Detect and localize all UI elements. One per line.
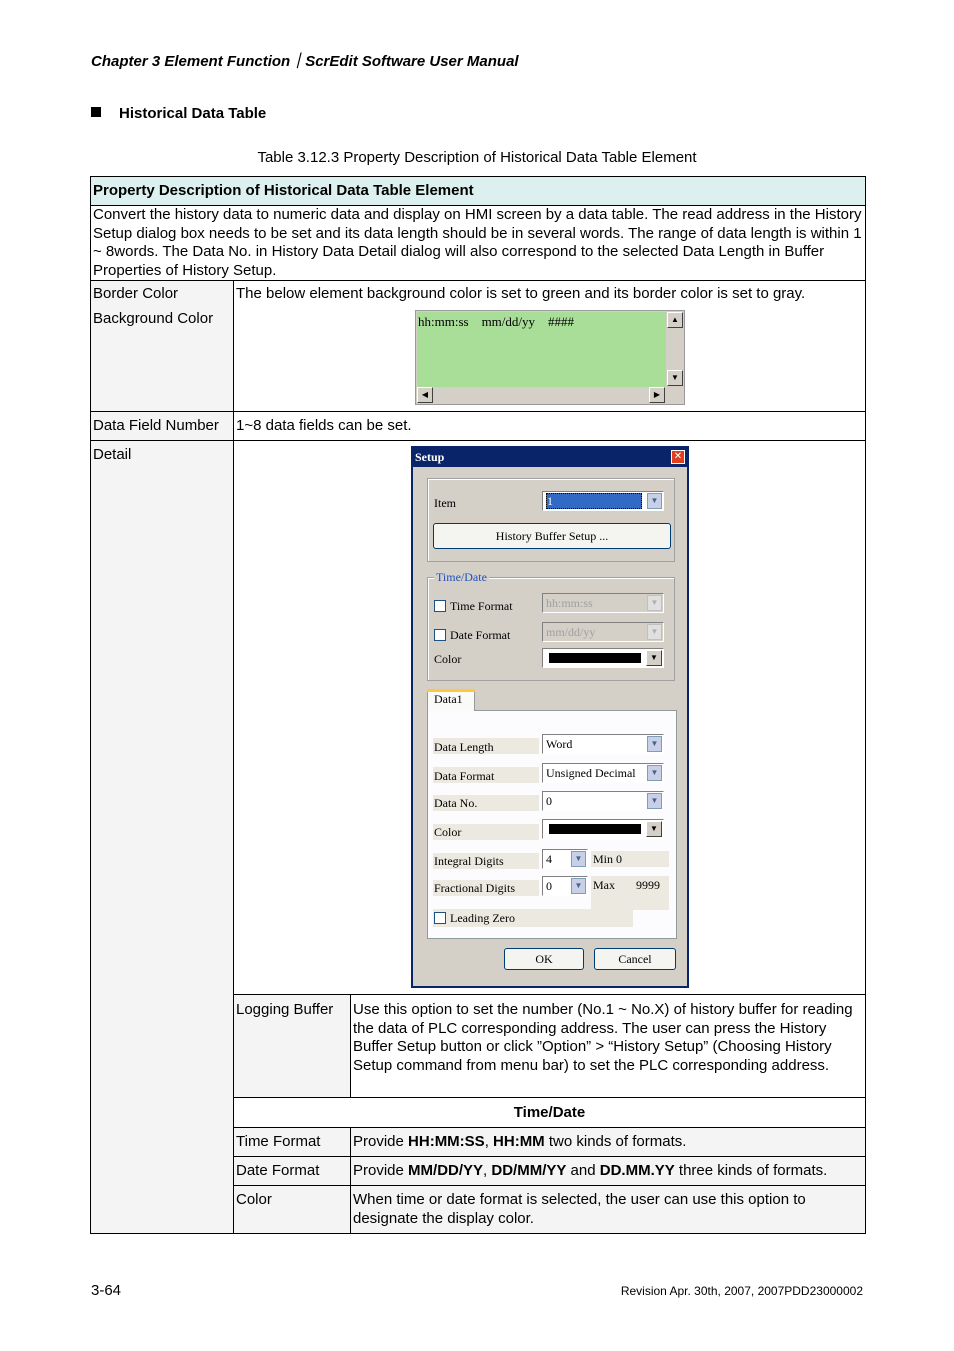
color-desc: The below element background color is set to green and its border color is set to gray. [236,285,806,302]
chevron-down-icon[interactable]: ▼ [647,736,662,752]
max-value: 9999 [636,878,660,892]
section-title [91,105,266,122]
data-format-value: Unsigned Decimal [546,766,636,780]
integral-digits-label: Integral Digits [434,854,504,868]
date-format-label: Date Format [450,628,511,642]
data-length-label: Data Length [434,740,494,754]
historical-table-preview [415,310,685,405]
data-field-desc-cell: 1~8 data fields can be set. [233,411,866,441]
scroll-right-icon[interactable]: ▶ [649,387,665,403]
data-color-picker[interactable] [542,819,664,839]
leading-zero-checkbox[interactable] [434,912,446,924]
scroll-down-icon[interactable]: ▼ [667,370,683,386]
table-header: Property Description of Historical Data Table Element [90,176,866,206]
cancel-button[interactable]: Cancel [594,948,676,970]
data-format-select[interactable] [542,763,664,783]
logging-buffer-desc-cell: Use this option to set the number (No.1 ~ No.X) of history buffer for reading the data of PLC corresponding address. The user can press the History Buffer Setup button or click ”Option” > “History Setup” (Choosing History Setup command from menu bar) to set the PLC corresponding address. [350,994,866,1098]
fractional-digits-label: Fractional Digits [434,881,515,895]
data-length-select[interactable] [542,734,664,754]
section-title-text: Historical Data Table [119,105,267,122]
date-format-value: mm/dd/yy [546,625,596,639]
time-format-value: hh:mm:ss [546,596,593,610]
fractional-digits-select[interactable] [542,876,588,896]
color-desc-row-cell: When time or date format is selected, the user can use this option to designate the display color. [350,1185,866,1234]
chevron-down-icon[interactable]: ▼ [646,821,662,837]
logging-buffer-label-cell: Logging Buffer [233,994,351,1098]
data-format-label: Data Format [434,769,495,783]
setup-dialog [411,446,689,988]
timedate-header-cell: Time/Date [233,1097,866,1128]
scroll-left-icon[interactable]: ◀ [417,387,433,403]
data-no-label: Data No. [434,796,478,810]
item-select[interactable] [542,491,664,511]
time-format-select[interactable] [542,593,664,613]
table-caption: Table 3.12.3 Property Description of Historical Data Table Element [257,149,697,166]
item-label: Item [434,496,456,510]
date-format-checkbox[interactable] [434,629,446,641]
time-format-label: Time Format [450,599,513,613]
background-color-label: Background Color [93,309,214,327]
data-color-label: Color [434,825,462,839]
dialog-title: Setup [413,448,687,467]
time-format-label-cell: Time Format [233,1127,351,1157]
ok-button[interactable]: OK [504,948,584,970]
min-label: Min 0 [593,852,623,866]
chevron-down-icon[interactable]: ▼ [647,765,662,781]
time-color-label: Color [434,652,462,666]
fractional-digits-value: 0 [546,879,552,893]
time-format-checkbox[interactable] [434,600,446,612]
date-format-desc-cell: Provide MM/DD/YY, DD/MM/YY and DD.MM.YY three kinds of formats. [350,1156,866,1186]
leading-zero-label: Leading Zero [450,911,515,925]
detail-label-cell: Detail [90,440,234,1234]
color-swatch [549,653,641,663]
item-value: 1 [546,493,642,509]
data-field-label-cell: Data Field Number [90,411,234,441]
data-no-select[interactable] [542,791,664,811]
page-header: Chapter 3 Element Function｜ScrEdit Software User Manual [91,53,519,70]
chevron-down-icon[interactable]: ▼ [571,878,586,894]
border-bg-label-cell [90,280,234,412]
chevron-down-icon[interactable]: ▼ [647,493,662,509]
timedate-group-label: Time/Date [436,570,487,584]
chevron-down-icon[interactable]: ▼ [647,624,662,640]
tab-data1[interactable]: Data1 [427,689,475,711]
date-format-label-cell: Date Format [233,1156,351,1186]
data-length-value: Word [546,737,573,751]
horizontal-scrollbar[interactable] [417,387,666,404]
close-icon[interactable]: ✕ [671,450,685,464]
integral-digits-value: 4 [546,852,552,866]
data-no-value: 0 [546,794,552,808]
chevron-down-icon[interactable]: ▼ [571,851,586,867]
color-label-cell: Color [233,1185,351,1234]
time-color-picker[interactable] [542,648,664,668]
chevron-down-icon[interactable]: ▼ [647,595,662,611]
preview-data-area: hh:mm:ss mm/dd/yy #### [417,312,666,387]
border-color-label: Border Color [93,285,179,302]
table-intro: Convert the history data to numeric data and display on HMI screen by a data table. The read address in the History Setup dialog box needs to be set and its data length should be in several words. The range of data length is within 1 ~ 8words. The Data No. in History Data Detail dialog will also correspond to the selected Data Length in Buffer Properties of History Setup. [90,205,866,281]
chevron-down-icon[interactable]: ▼ [646,650,662,666]
page-number: 3-64 [91,1282,122,1299]
date-format-select[interactable] [542,622,664,642]
color-swatch [549,824,641,834]
chevron-down-icon[interactable]: ▼ [647,793,662,809]
history-buffer-setup-button[interactable]: History Buffer Setup ... [433,523,671,549]
revision-note: Revision Apr. 30th, 2007, 2007PDD23000002 [620,1284,863,1298]
bullet-square-icon [91,107,101,117]
time-format-desc-cell: Provide HH:MM:SS, HH:MM two kinds of formats. [350,1127,866,1157]
integral-digits-select[interactable] [542,849,588,869]
max-label: Max [593,878,615,892]
scroll-up-icon[interactable]: ▲ [667,312,683,328]
